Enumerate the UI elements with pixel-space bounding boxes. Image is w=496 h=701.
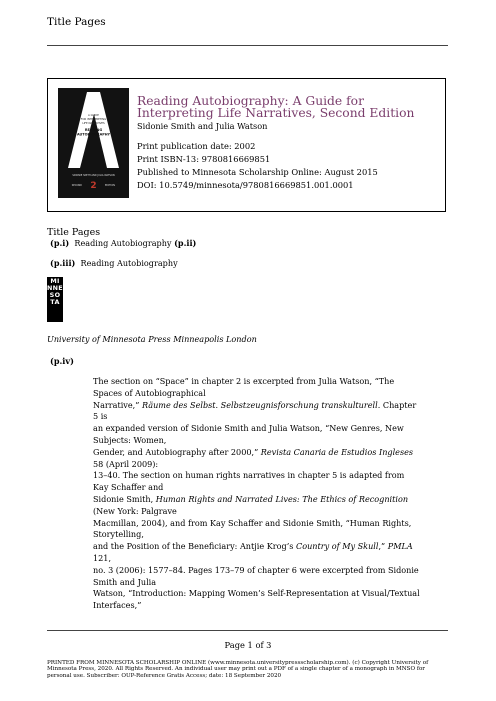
cover-series: READING: [84, 128, 103, 132]
text-segment: Subjects: Women,: [93, 434, 167, 445]
print-date: Print publication date: 2002: [137, 141, 256, 151]
text-line: [93, 553, 411, 565]
text-segment: Kay Schaffer and: [93, 482, 164, 493]
page-marker-i: (p.i): [50, 238, 70, 248]
page-number: Page 1 of 3: [224, 640, 272, 650]
book-cover-image[interactable]: [58, 88, 129, 198]
italic-title: Revista Canaria de Estudios Ingleses: [260, 446, 414, 457]
text-segment: Interfaces,”: [93, 600, 142, 611]
cover-series2: AUTOBIOGRAPHY: [77, 132, 110, 137]
page-marker-iv: (p.iv): [50, 356, 74, 366]
minnesota-press-logo: MI NNE SO TA: [47, 277, 63, 322]
text-segment: an expanded version of Sidonie Smith and Julia Watson, “New Genres, New: [93, 423, 404, 434]
text-segment: and the Position of the Beneficiary: Antjie Krog’s: [93, 541, 296, 552]
footer-divider: [47, 630, 448, 631]
text-line: [93, 482, 411, 494]
copyright-acknowledgment-text: [93, 376, 420, 612]
header-divider: [47, 45, 448, 46]
italic-title: PMLA: [387, 541, 413, 552]
book-authors: Sidonie Smith and Julia Watson: [137, 121, 268, 131]
text-segment: (New York: Palgrave: [93, 505, 177, 516]
text-segment: Macmillan, 2004), and from Kay Schaffer and Sidonie Smith, “Human Rights,: [93, 517, 412, 528]
book-info-card: [47, 78, 446, 212]
text-line: [93, 399, 417, 412]
print-isbn: Print ISBN-13: 9780816669851: [137, 154, 271, 164]
italic-title: Country of My Skull: [296, 541, 379, 552]
publisher-imprint: University of Minnesota Press Minneapolis London: [47, 334, 257, 344]
cover-line1: A GUIDE: [88, 114, 99, 117]
doi: DOI: 10.5749/minnesota/9780816669851.001.0001: [137, 180, 354, 190]
italic-title: Räume des Selbst. Selbstzeugnisforschung transkulturell: [141, 399, 378, 410]
cover-edition-suffix: EDITION: [105, 184, 115, 187]
text-segment: ,”: [378, 541, 388, 552]
text-segment: 13–40. The section on human rights narratives in chapter 5 is adapted from: [93, 470, 405, 481]
section-heading: Title Pages: [47, 227, 101, 238]
cover-art: [58, 88, 129, 198]
online-publication: Published to Minnesota Scholarship Online: August 2015: [137, 167, 378, 177]
cover-line2: FOR INTERPRETING: [80, 118, 107, 121]
page-marker-ii: (p.ii): [174, 238, 197, 248]
text-line: [93, 577, 411, 589]
book-title[interactable]: Reading Autobiography: A Guide for Interpreting Life Narratives, Second Edition: [137, 94, 415, 120]
page-entry-iv: [50, 356, 74, 366]
text-segment: The section on “Space” in chapter 2 is excerpted from Julia Watson, “The: [93, 376, 395, 386]
print-notice: PRINTED FROM MINNESOTA SCHOLARSHIP ONLINE (www.minnesota.universitypressscholarship.com). (c) Copyright University of Minnesota Press, 2020. All Rights Reserved. An individual user may print out a PDF of a single chapter of a monograph in MNSO for personal use. Subscriber: OUP-Reference Gratis Access; date: 18 September 2020: [47, 660, 429, 679]
text-segment: 58 (April 2009):: [93, 458, 159, 469]
text-segment: 5 is: [93, 411, 108, 422]
text-line: [93, 459, 411, 471]
text-line: [93, 529, 411, 541]
italic-title: Human Rights and Narrated Lives: The Ethics of Recognition: [155, 493, 409, 504]
text-line: [93, 600, 411, 612]
cover-line3: LIFE NARRATIVES: [82, 122, 105, 125]
text-segment: no. 3 (2006): 1577–84. Pages 173–79 of chapter 6 were excerpted from Sidonie: [93, 564, 419, 575]
text-line: [93, 518, 411, 530]
page-marker-iii: (p.iii): [50, 258, 76, 268]
cover-edition-prefix: SECOND: [71, 184, 82, 187]
half-title: Reading Autobiography: [74, 238, 172, 248]
text-line: [93, 494, 411, 506]
text-line: [93, 423, 411, 435]
text-segment: Watson, “Introduction: Mapping Women’s Self-Representation at Visual/Textual: [93, 588, 420, 599]
text-segment: Smith and Julia: [93, 576, 157, 587]
running-head: Title Pages: [47, 16, 106, 28]
text-segment: . Chapter: [377, 399, 417, 410]
text-segment: Sidonie Smith,: [93, 493, 156, 504]
publication-info: [137, 140, 442, 192]
cover-edition-number: 2: [90, 181, 97, 191]
text-segment: Storytelling,: [93, 529, 144, 540]
text-line: [93, 506, 411, 518]
text-segment: 121,: [93, 552, 112, 563]
title-page-text: Reading Autobiography: [80, 258, 178, 268]
text-segment: Gender, and Autobiography after 2000,”: [93, 446, 261, 457]
book-metadata: [137, 95, 442, 192]
text-line: [93, 446, 414, 459]
text-line: [93, 470, 411, 482]
text-line: [93, 435, 411, 447]
text-line: [93, 411, 411, 423]
text-line: [93, 564, 419, 577]
text-line: [93, 588, 420, 600]
text-line: [93, 388, 411, 400]
page-entry-iii: [50, 258, 178, 268]
text-segment: Spaces of Autobiographical: [93, 387, 206, 398]
cover-authors: SIDONIE SMITH AND JULIA WATSON: [72, 174, 115, 177]
text-segment: Narrative,”: [93, 399, 142, 410]
text-line: [93, 376, 411, 388]
text-line: [93, 541, 411, 553]
page-entry-i: [50, 238, 196, 248]
